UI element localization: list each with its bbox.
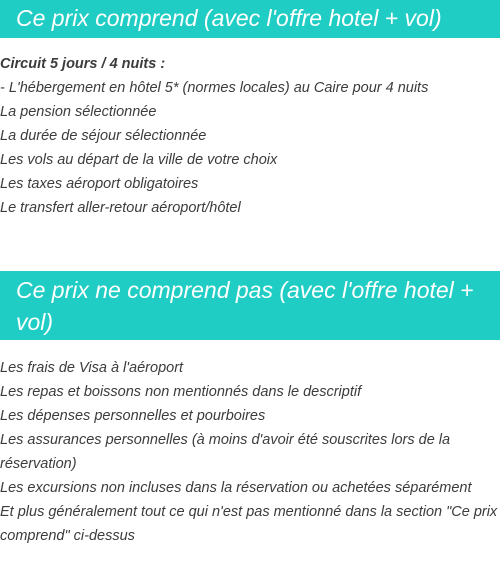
excluded-item: Les assurances personnelles (à moins d'avoir été souscrites lors de la réservation) (0, 432, 451, 472)
included-subtitle: Circuit 5 jours / 4 nuits : (0, 56, 166, 72)
included-item: Les vols au départ de la ville de votre choix (0, 152, 278, 168)
excluded-item: Les excursions non incluses dans la réservation ou achetées séparément (0, 480, 472, 496)
included-item: La pension sélectionnée (0, 104, 157, 120)
excluded-item: Les frais de Visa à l'aéroport (0, 360, 184, 376)
excluded-item: Les dépenses personnelles et pourboires (0, 408, 266, 424)
excluded-list (0, 356, 500, 548)
excluded-section-title: Ce prix ne comprend pas (avec l'offre hotel + vol) (0, 271, 500, 340)
included-section-title: Ce prix comprend (avec l'offre hotel + vol) (0, 0, 500, 38)
excluded-item: Les repas et boissons non mentionnés dans le descriptif (0, 384, 362, 400)
included-item: - L'hébergement en hôtel 5* (normes locales) au Caire pour 4 nuits (0, 80, 429, 96)
excluded-item: Et plus généralement tout ce qui n'est pas mentionné dans la section "Ce prix comprend" ci-dessus (0, 504, 498, 544)
included-item: Le transfert aller-retour aéroport/hôtel (0, 200, 241, 216)
included-item: La durée de séjour sélectionnée (0, 128, 207, 144)
included-list (0, 52, 500, 220)
included-item: Les taxes aéroport obligatoires (0, 176, 199, 192)
